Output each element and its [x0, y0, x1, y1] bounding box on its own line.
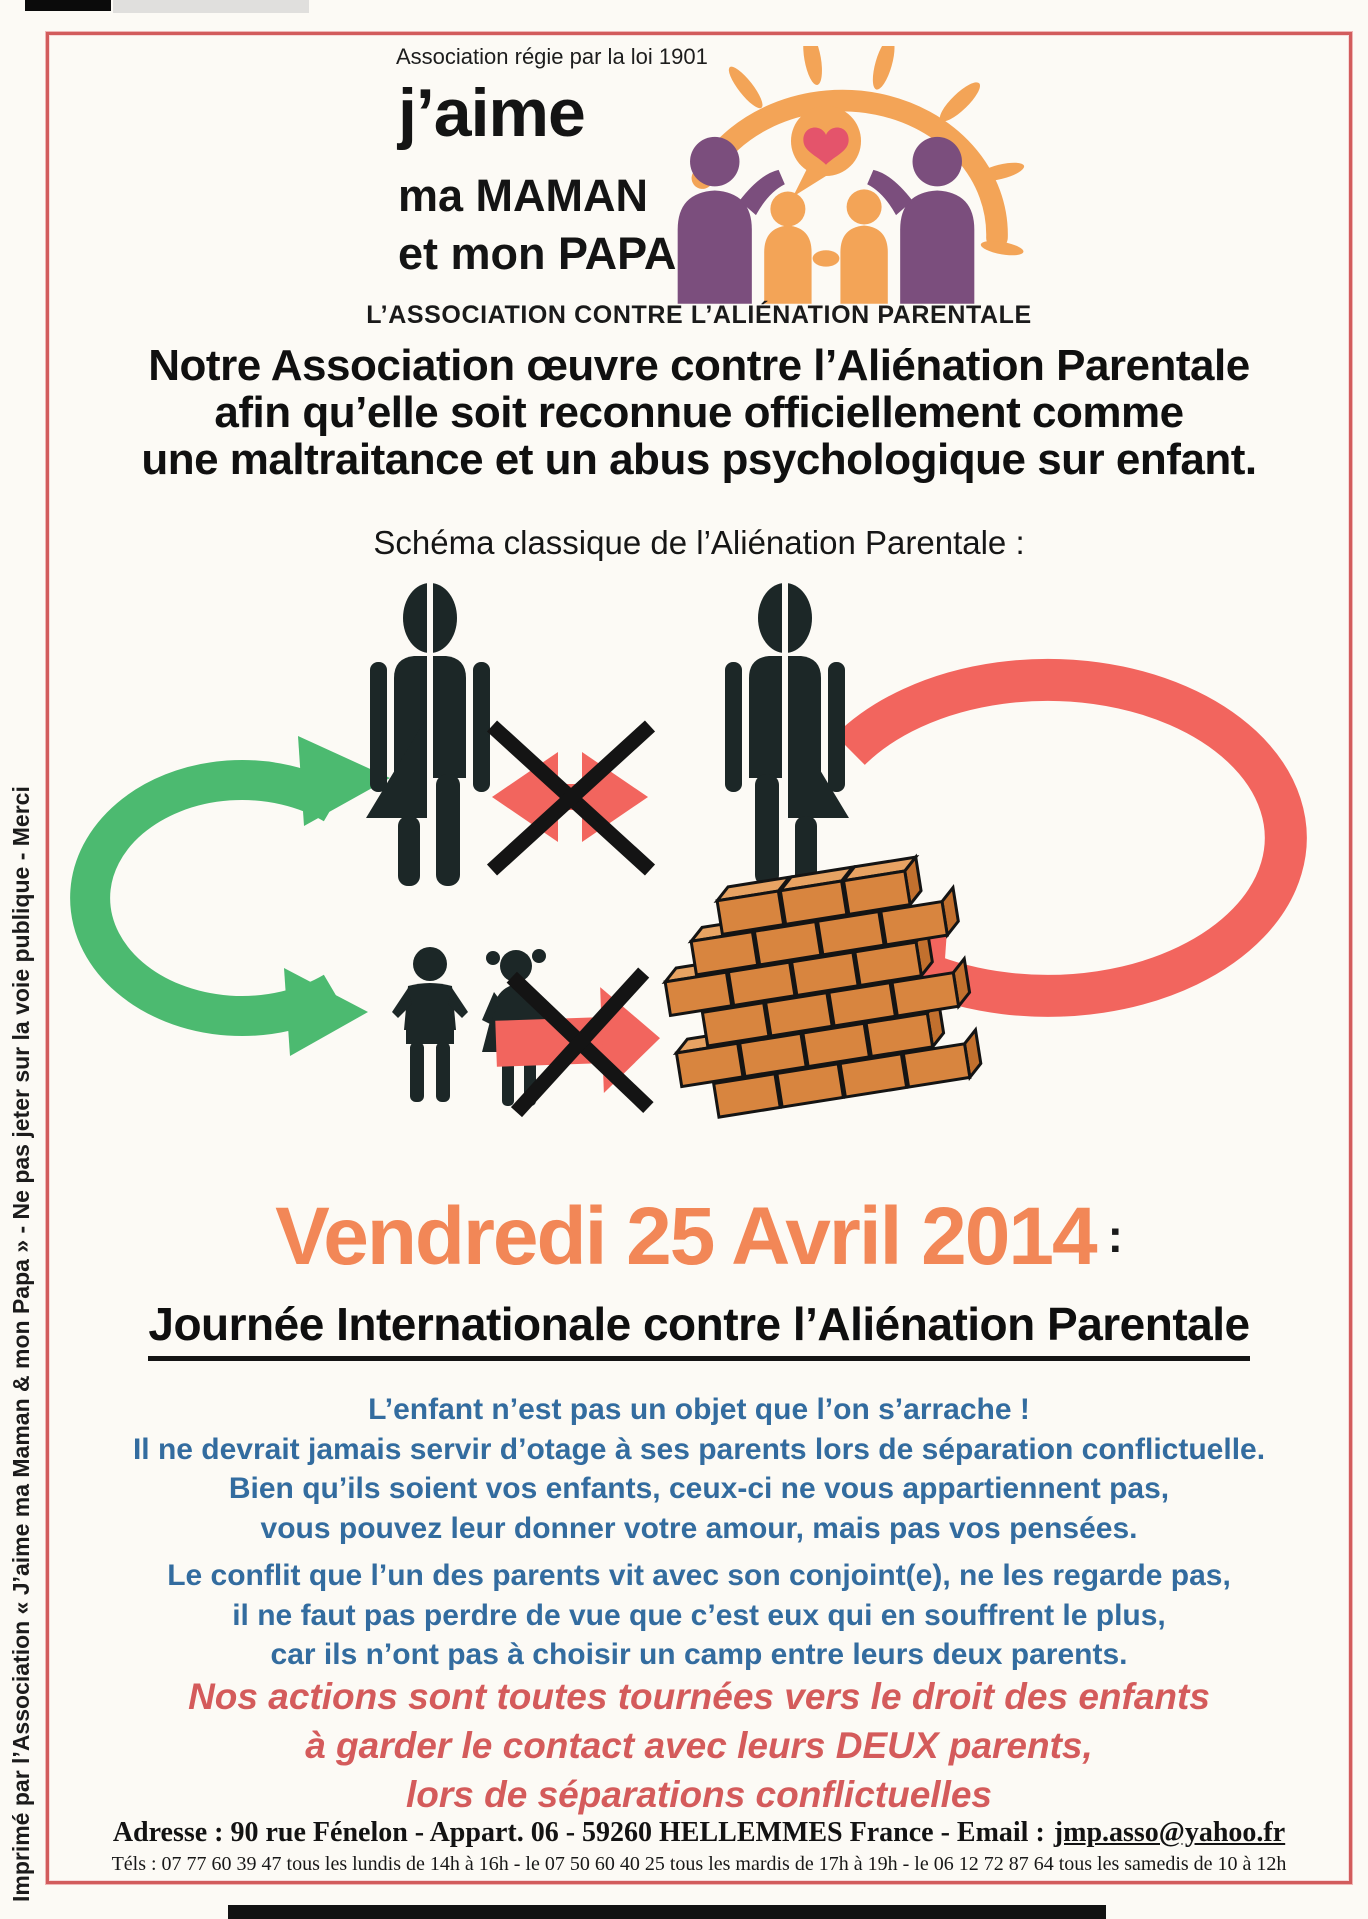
print-disclaimer-vertical-text: Imprimé par l’Association « J’aime ma Maman & mon Papa » - Ne pas jeter sur la voie publique - Merci	[8, 786, 34, 1902]
green-circular-arrow-icon	[90, 736, 390, 1056]
scan-artifact-top-bar	[25, 0, 111, 11]
message-line: Bien qu’ils soient vos enfants, ceux-ci ne vous appartiennent pas,	[228, 1472, 1170, 1505]
address-line	[46, 1817, 1352, 1849]
association-tagline: L’ASSOCIATION CONTRE L’ALIÉNATION PARENTALE	[366, 301, 1032, 329]
logo-text-line3: et mon PAPA	[398, 228, 677, 279]
slogan-line: Nos actions sont toutes tournées vers le droit des enfants	[188, 1676, 1210, 1717]
message-line: Il ne devrait jamais servir d’otage à ses parents lors de séparation conflictuelle.	[132, 1432, 1266, 1466]
speech-bubble-heart-icon	[791, 106, 861, 197]
event-date-colon: :	[1107, 1210, 1123, 1262]
alienation-diagram	[46, 560, 1350, 1180]
intro-line: Notre Association œuvre contre l’Aliénation Parentale	[148, 341, 1250, 390]
blocked-contact-arrow-icon	[494, 972, 663, 1113]
event-title	[46, 1297, 1352, 1361]
event-date-line	[46, 1190, 1352, 1284]
blocked-communication-arrow-icon	[492, 726, 650, 870]
message-paragraph-1	[46, 1390, 1352, 1548]
slogan-line: lors de séparations conflictuelles	[405, 1774, 993, 1815]
email-address: jmp.asso@yahoo.fr	[1053, 1817, 1286, 1848]
slogan-paragraph	[46, 1672, 1352, 1819]
event-title-text: Journée Internationale contre l’Aliénation Parentale	[148, 1297, 1249, 1361]
children-figures-icon	[764, 189, 888, 303]
message-line: L’enfant n’est pas un objet que l’on s’arrache !	[368, 1393, 1030, 1426]
logo-text-line1: j’aime	[398, 75, 585, 151]
message-line: car ils n’ont pas à choisir un camp entre leurs deux parents.	[270, 1638, 1128, 1671]
message-line: vous pouvez leur donner votre amour, mais pas vos pensées.	[260, 1511, 1138, 1545]
slogan-line: à garder le contact avec leurs DEUX parents,	[305, 1725, 1093, 1766]
message-line: il ne faut pas perdre de vue que c’est eux qui en souffrent le plus,	[232, 1598, 1166, 1632]
message-line: Le conflit que l’un des parents vit avec son conjoint(e), ne les regarde pas,	[167, 1559, 1231, 1592]
phone-line: Téls : 07 77 60 39 47 tous les lundis de 14h à 16h - le 07 50 60 40 25 tous les mardis de 17h à 19h - le 06 12 72 87 64 tous les samedis de 10 à 12h	[111, 1853, 1287, 1875]
law-line: Association régie par la loi 1901	[396, 44, 708, 69]
address-text: Adresse : 90 rue Fénelon - Appart. 06 - 59260 HELLEMMES France - Email :	[112, 1817, 1045, 1848]
schema-caption: Schéma classique de l’Aliénation Parentale :	[373, 524, 1025, 561]
event-date: Vendredi 25 Avril 2014	[275, 1191, 1096, 1282]
parent-figure-right-icon	[725, 578, 849, 890]
family-logo-icon	[620, 46, 1032, 304]
brick-wall-icon	[652, 852, 983, 1122]
logo-text-line2: ma MAMAN	[398, 170, 649, 221]
intro-line: une maltraitance et un abus psychologique sur enfant.	[141, 435, 1257, 484]
intro-heading	[46, 342, 1352, 483]
parent-figure-left-icon	[366, 578, 490, 890]
message-paragraph-2	[46, 1556, 1352, 1675]
scan-artifact-bottom-bar	[228, 1905, 1106, 1919]
scan-artifact-top-smudge	[113, 0, 309, 13]
intro-line: afin qu’elle soit reconnue officiellement comme	[214, 388, 1184, 437]
